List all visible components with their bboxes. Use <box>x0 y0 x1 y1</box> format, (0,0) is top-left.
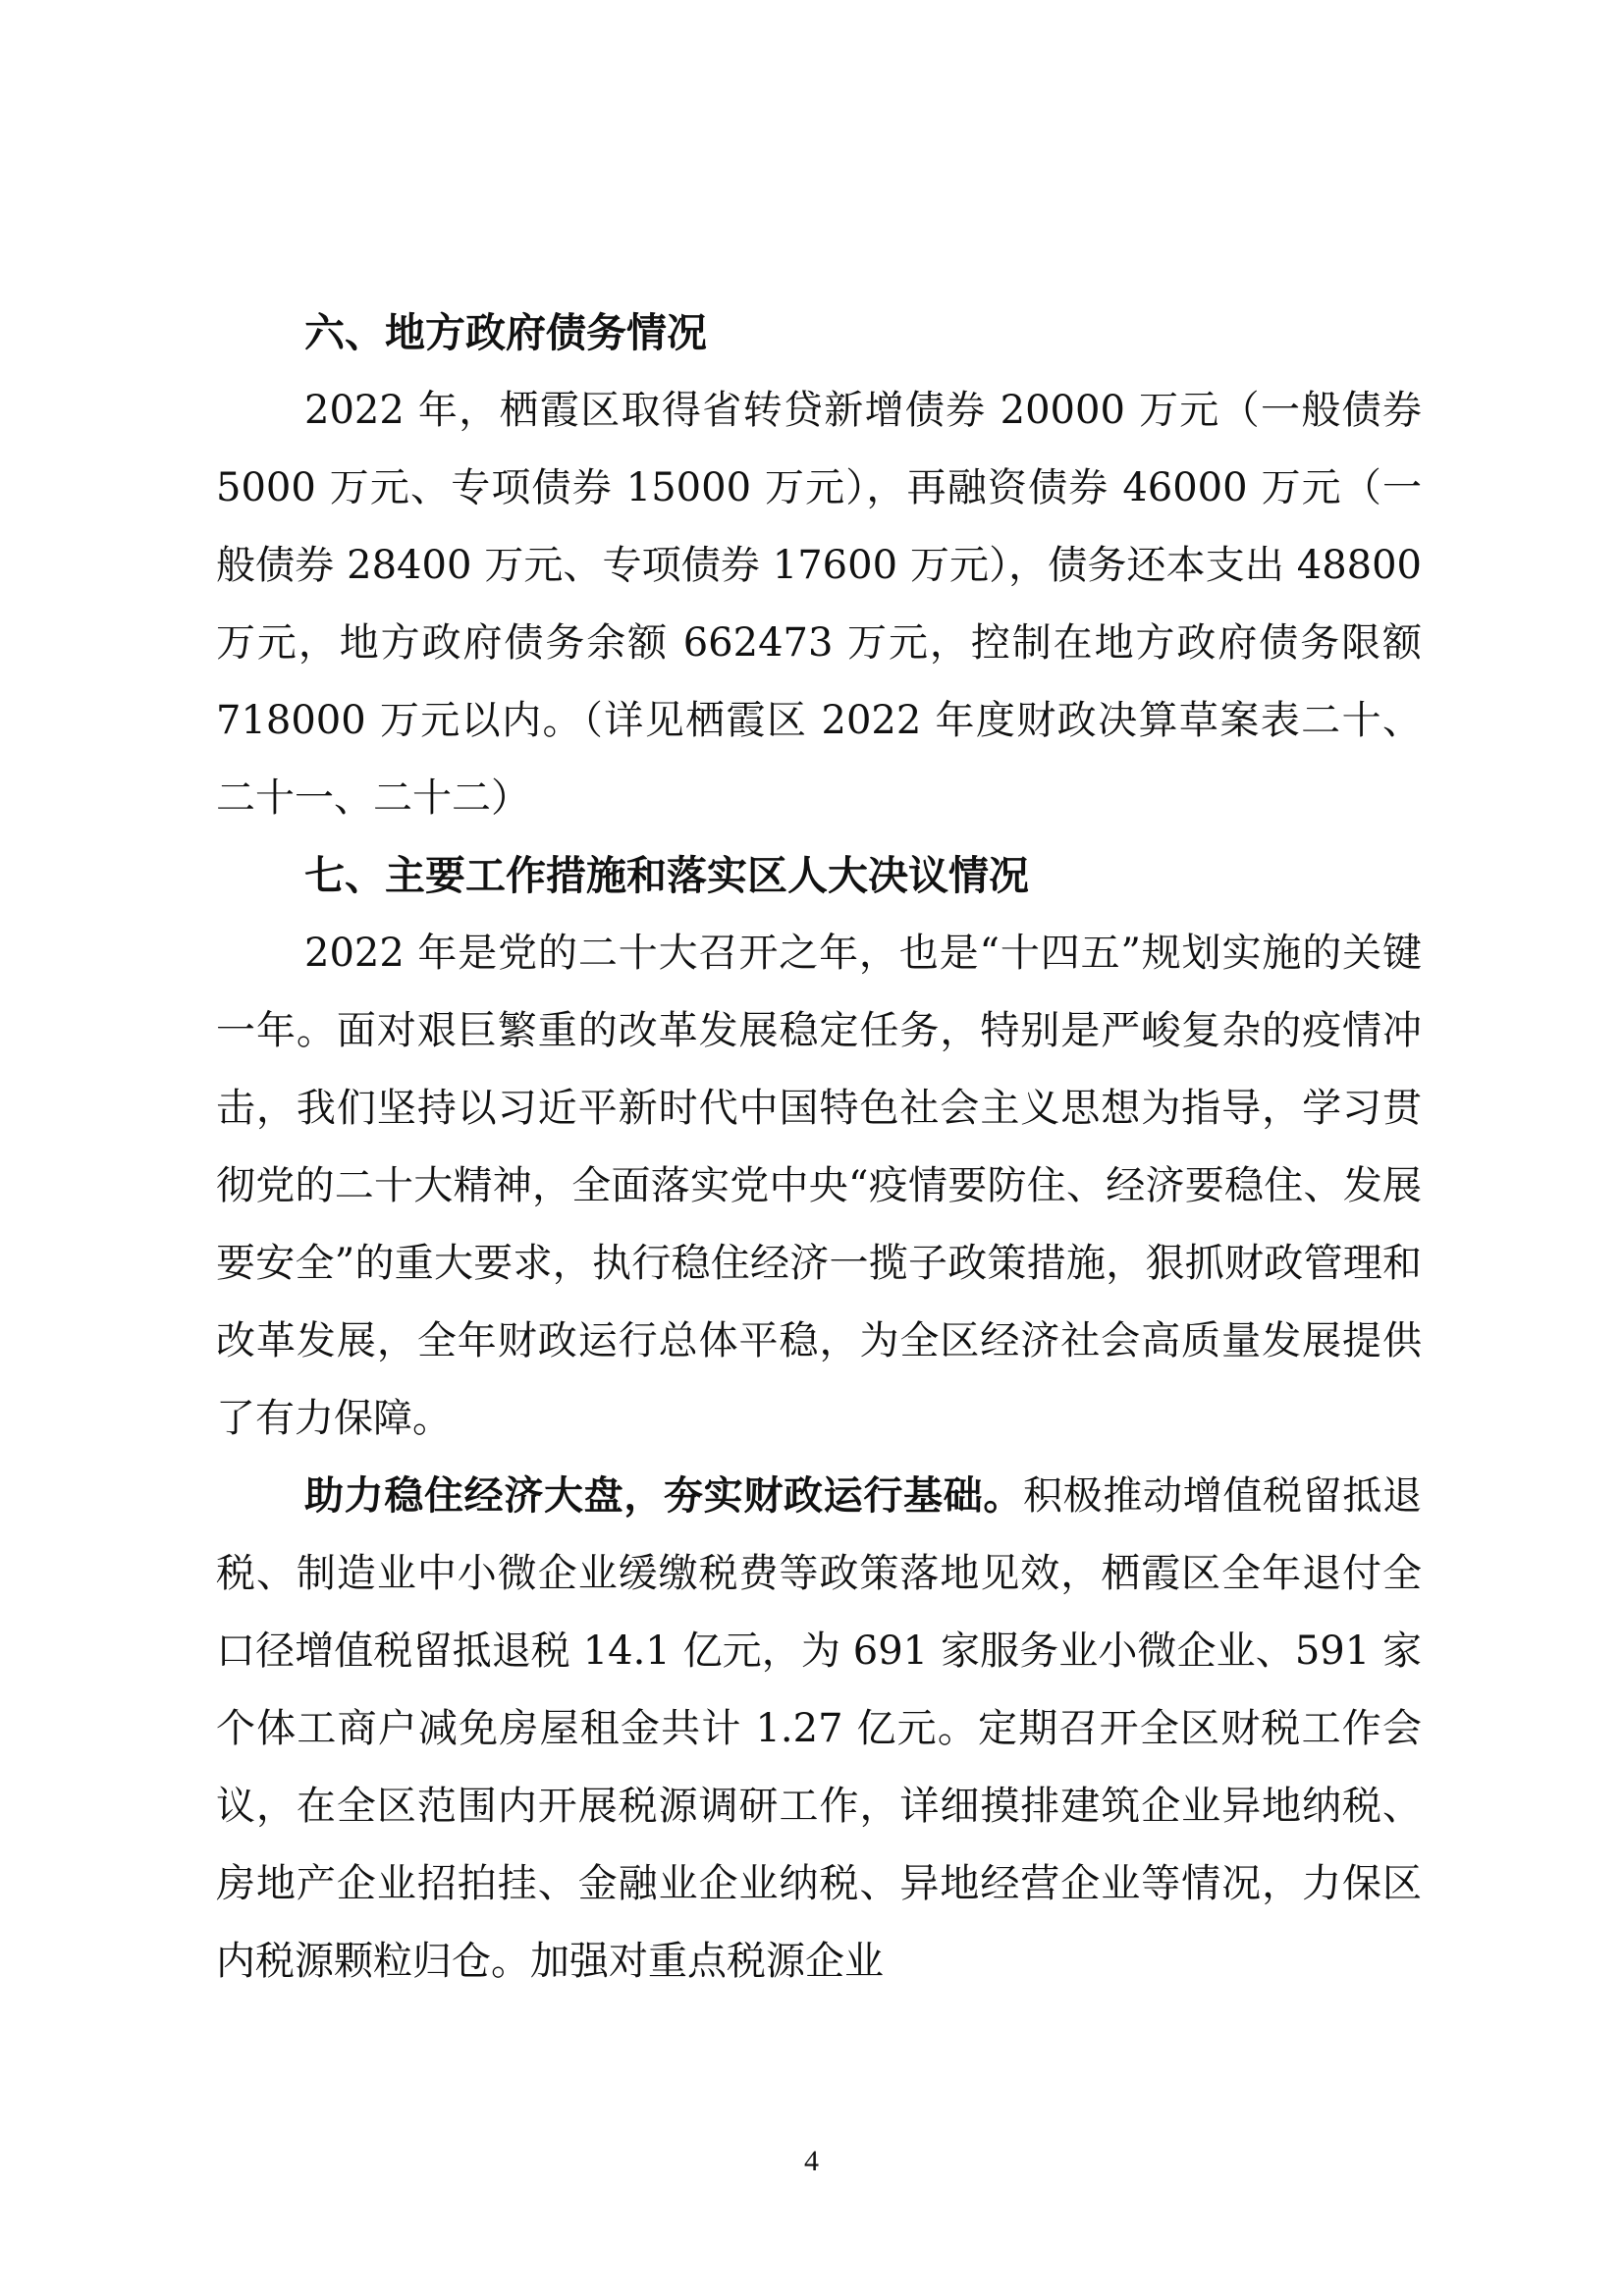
section-heading-debt: 六、地方政府债务情况 <box>304 309 707 356</box>
paragraph-measures-intro: 2022 年是党的二十大召开之年，也是“十四五”规划实施的关键一年。面对艰巨繁重的改革发展稳定任务，特别是严峻复杂的疫情冲击，我们坚持以习近平新时代中国特色社会主义思想为指导，学习贯彻党的二十大精神，全面落实党中央“疫情要防住、经济要稳住、发展要安全”的重大要求，执行稳住经济一揽子政策措施，狠抓财政管理和改革发展，全年财政运行总体平稳，为全区经济社会高质量发展提供了有力保障。 <box>216 931 1422 1441</box>
paragraph-debt: 2022 年，栖霞区取得省转贷新增债券 20000 万元（一般债券 5000 万元、专项债券 15000 万元），再融资债券 46000 万元（一般债券 28400 万元、专项债券 17600 万元），债务还本支出 48800 万元，地方政府债务余额 662473 万元，控制在地方政府债务限额 718000 万元以内。（详见栖霞区 2022 年度财政决算草案表二十、二十一、二十二） <box>216 388 1422 821</box>
paragraph-body-text: 积极推动增值税留抵退税、制造业中小微企业缓缴税费等政策落地见效，栖霞区全年退付全口径增值税留抵退税 14.1 亿元，为 691 家服务业小微企业、591 家个体工商户减免房屋租金共计 1.27 亿元。定期召开全区财税工作会议，在全区范围内开展税源调研工作，详细摸排建筑企业异地纳税、房地产企业招拍挂、金融业企业纳税、异地经营企业等情况，力保区内税源颗粒归仓。加强对重点税源企业 <box>216 1473 1422 1984</box>
paragraph-stabilize-economy <box>216 1458 1422 2001</box>
section-heading-measures: 七、主要工作措施和落实区人大决议情况 <box>304 852 1029 899</box>
document-body <box>216 294 1422 2001</box>
paragraph-lead-text: 助力稳住经济大盘，夯实财政运行基础。 <box>304 1473 1023 1519</box>
page-number: 4 <box>804 2145 819 2177</box>
